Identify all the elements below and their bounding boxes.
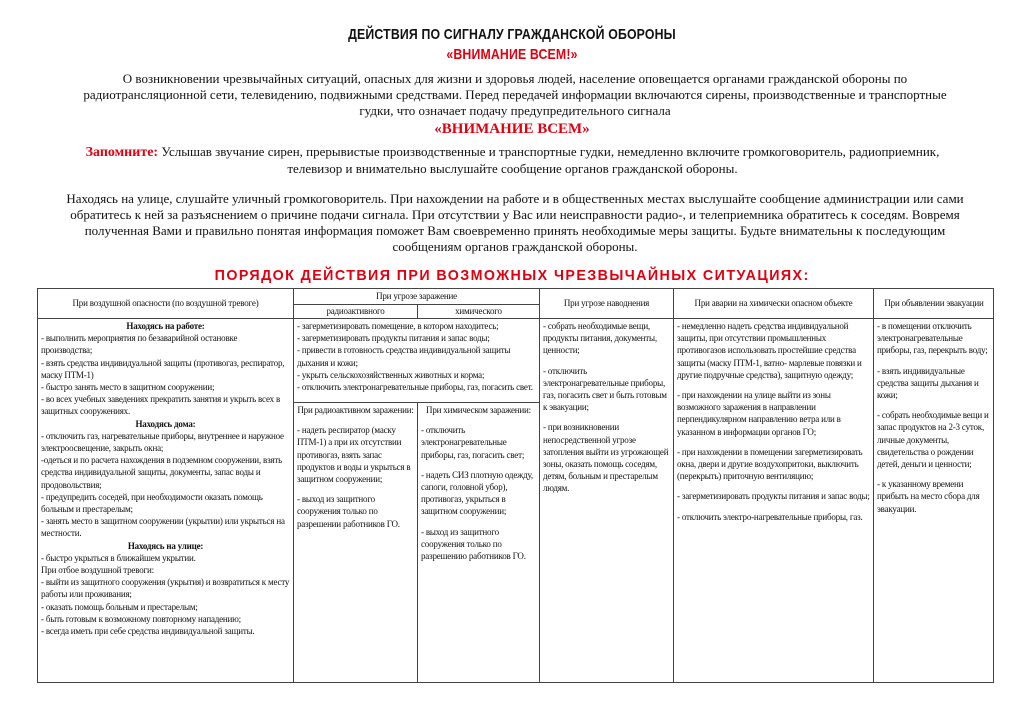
header-contamination: При угрозе заражение — [294, 289, 540, 305]
attention-signal-label: «ВНИМАНИЕ ВСЕМ» — [434, 121, 590, 137]
air-home-title: Находясь дома: — [135, 418, 196, 429]
chemical-subcolumn — [418, 403, 540, 682]
list-item: -одеться и по расчета нахождения в подземном сооружении, взять средства индивидуальной защиты, документы, запас воды и продовольствия; — [41, 455, 283, 490]
list-item: - надеть респиратор (маску ПТМ-1) а при их отсутствии противогаз, взять запас продуктов и воды и укрыться в защитном сооружении; — [297, 425, 411, 485]
header-air-danger: При воздушной опасности (по воздушной тревоге) — [38, 289, 294, 319]
header-evacuation: При объявлении эвакуации — [874, 289, 994, 319]
header-flood: При угрозе наводнения — [540, 289, 674, 319]
list-item: - отключить электронагревательные приборы, газ, погасить свет и быть готовым к эвакуации; — [543, 365, 667, 413]
list-item: - быть готовым к возможному повторному нападению; — [41, 613, 241, 624]
list-item: - во всех учебных заведениях прекратить занятия и укрыть всех в защитных сооружениях. — [41, 394, 281, 417]
contamination-common-cell — [294, 319, 540, 403]
list-item: При отбое воздушной тревоги: — [41, 565, 154, 576]
page-title: ДЕЙСТВИЯ ПО СИГНАЛУ ГРАЖДАНСКОЙ ОБОРОНЫ — [348, 26, 676, 43]
evacuation-column — [874, 319, 994, 682]
list-item: - укрыть сельскохозяйственных животных и корма; — [297, 369, 485, 380]
order-heading-text: ПОРЯДОК ДЕЙСТВИЯ ПРИ ВОЗМОЖНЫХ ЧРЕЗВЫЧАЙНЫХ СИТУАЦИЯХ: — [214, 267, 810, 284]
flood-column — [540, 319, 674, 682]
list-item: - при нахождении в помещении загерметизировать окна, двери и другие воздухопритоки, выключить (перекрыть) приточную вентиляцию; — [677, 446, 863, 482]
page-subtitle: «ВНИМАНИЕ ВСЕМ!» — [446, 46, 578, 63]
list-item: - отключить электронагревательные приборы, газ, погасить свет; — [421, 425, 525, 460]
chemical-accident-column — [674, 319, 874, 682]
street-paragraph: Находясь на улице, слушайте уличный громкоговоритель. При нахождении на работе и в общественных местах выслушайте сообщение администрации или сами обратитесь к ней за разъяснением о причине подачи сигнала. При отсутствии у Вас или неисправности радио-, и телеприемника обратитесь к соседям. Вовремя полученная Вами и правильно понятая информация поможет Вам своевременно принять необходимые меры защиты. Будьте внимательны к последующим сообщениям органов гражданской обороны. — [66, 191, 964, 254]
list-item: - собрать необходимые вещи, продукты питания, документы, ценности; — [543, 321, 657, 356]
chemical-sub-title: При химическом заражении: — [426, 405, 531, 415]
header-chemical-accident: При аварии на химически опасном объекте — [674, 289, 874, 319]
list-item: - отключить электро-нагревательные приборы, газ. — [677, 511, 863, 522]
list-item: - загерметизировать помещение, в котором находитесь; — [297, 321, 499, 331]
remember-label: Запомните: — [85, 145, 159, 160]
list-item: - взять средства индивидуальной защиты (противогаз, респиратор, маску ПТМ-1) — [41, 357, 285, 380]
list-item: - отключить электронагревательные приборы, газ, погасить свет. — [297, 382, 533, 393]
list-item: - при нахождении на улице выйти из зоны возможного заражения в направлении перпендикулярном направлению ветра или в указанном в информации органов ГО; — [677, 390, 841, 437]
list-item: - оказать помощь больным и престарелым; — [41, 601, 198, 612]
air-work-title: Находясь на работе: — [126, 321, 205, 331]
header-chemical: химического — [418, 305, 540, 319]
list-item: - к указанному времени прибыть на место сбора для эвакуации. — [877, 479, 980, 514]
list-item: - выполнить мероприятия по безаварийной остановке производства; — [41, 333, 238, 356]
list-item: - надеть СИЗ плотную одежду, сапоги, головной убор), противогаз, укрыться в защитном сооружении; — [421, 469, 533, 517]
list-item: - всегда иметь при себе средства индивидуальной защиты. — [41, 626, 255, 637]
remember-paragraph — [60, 144, 965, 177]
list-item: - занять место в защитном сооружении (укрытии) или укрыться на местности. — [41, 516, 285, 539]
list-item: - отключить газ, нагревательные приборы, внутреннее и наружное электроосвещение, закрыть окна; — [41, 430, 284, 454]
list-item: - быстро занять место в защитном сооружении; — [41, 382, 215, 393]
air-street-title: Находясь на улице: — [127, 540, 204, 551]
radioactive-subcolumn — [294, 403, 418, 682]
header-radioactive: радиоактивного — [294, 305, 418, 319]
list-item: - взять индивидуальные средства защиты дыхания и кожи; — [877, 365, 979, 401]
remember-text: Услышав звучание сирен, прерывистые производственные и транспортные гудки, немедленно включите громкоговоритель, радиоприемник, телевизор и внимательно выслушайте сообщение органов гражданской обороны. — [161, 144, 940, 176]
order-heading — [0, 267, 1024, 284]
list-item: - при возникновении непосредственной угрозе затопления выйти из угрожающей зоны, оказать помощь соседям, детям, больным и престарелым людям. — [543, 422, 669, 494]
list-item: - выход из защитного сооружения только по разрешении работников ГО. — [297, 494, 400, 529]
list-item: - собрать необходимые вещи и запас продуктов на 2-3 суток, личные документы, свидетельства о рождении детей, деньги и ценности; — [877, 410, 989, 470]
list-item: - загерметизировать продукты питания и запас воды; — [297, 333, 490, 344]
list-item: - выход из защитного сооружения только по разрешению работников ГО. — [421, 526, 526, 562]
intro-paragraph: О возникновении чрезвычайных ситуаций, опасных для жизни и здоровья людей, население оповещается органами гражданской обороны по радиотрансляционной сети, телевидению, подвижными средствами. Перед передачей информации включаются сирены, производственные и транспортные гудки, что означает подачу предупредительного сигнала — [83, 71, 947, 118]
actions-table — [37, 288, 994, 683]
list-item: - предупредить соседей, при необходимости оказать помощь больным и престарелым; — [41, 491, 263, 515]
air-danger-column — [38, 319, 294, 682]
list-item: - немедленно надеть средства индивидуальной защиты, при отсутствии промышленных противогазов использовать простейшие средства защиты (маску ПТМ-1, ватно- марлевые повязки и другие подручные средства), защитную одежду; — [677, 321, 862, 380]
list-item: - в помещении отключить электронагревательные приборы, газ, перекрыть воду; — [877, 321, 988, 356]
list-item: - привести в готовность средства индивидуальной защиты дыхания и кожи; — [297, 345, 511, 368]
radioactive-sub-title: При радиоактивном заражении: — [297, 405, 414, 415]
list-item: - быстро укрыться в ближайшем укрытии. — [41, 552, 196, 563]
list-item: - выйти из защитного сооружения (укрытия) и возвратиться к месту работы или проживания; — [41, 577, 290, 600]
list-item: - загерметизировать продукты питания и запас воды; — [677, 491, 870, 502]
